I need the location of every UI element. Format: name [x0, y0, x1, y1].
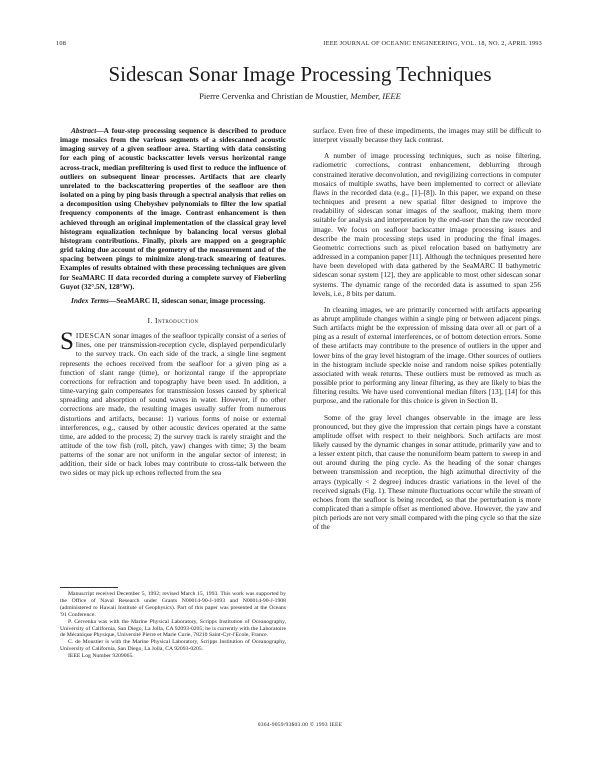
- introduction-paragraph: [60, 328, 286, 478]
- footnotes: [60, 591, 286, 660]
- abstract-text: A four-step processing sequence is described to produce image mosaics from the various segments of a sidescanned acoustic imaging survey of a given seafloor area. Starting with data consisting for each ping of acoustic backscatter levels versus horizontal range across-track, median prefiltering is used first to reduce the influence of outliers on subsequent linear processes. Artifacts that are clearly unrelated to the backscattering properties of the seafloor are then isolated on a ping by ping basis through a spectral analysis that relies on a decomposition using Chebyshev polynomials to filter the low spatial frequency components of the image. Contrast enhancement is then achieved through an original implementation of the classical gray level histogram equalization technique by balancing local versus global histogram contributions. Finally, pixels are mapped on a geographic grid taking due account of the geometry of the measurement and of the spacing between pings to minimize along-track smearing of features. Examples of results obtained with these processing techniques are given for SeaMARC II data recorded during a complete survey of Fieberling Guyot (32°.5N, 128°W).: [60, 126, 286, 291]
- section-heading-introduction: I. Introduction: [147, 315, 199, 325]
- author-membership: Member, IEEE: [350, 91, 401, 101]
- footnote-author-2: C. de Moustier is with the Marine Physical Laboratory, Scripps Institution of Oceanography, University of California, San Diego, La Jolla, CA 92093-0205.: [60, 639, 286, 653]
- body-paragraph-4: Some of the gray level changes observable in the image are less pronounced, but they give the impression that certain pings have a constant amplitude offset with respect to their neighbors. Such artifacts are most likely caused by the dynamic changes in sonar attitude, primarily yaw and to a lesser extent pitch, that cause the nonuniform beam pattern to sweep in and out around during the ping cycle. As the heading of the sonar changes between transmission and reception, the high azimuthal directivity of the arrays (typically < 2 degree) induces drastic variations in the level of the received signals (Fig. 1). These minute fluctuations occur while the stream of echoes from the seafloor is being recorded, so that the perturbation is more complicated than a simple offset as mentioned above. However, the yaw and pitch periods are not very small compared with the ping cycle so that the size of the: [313, 412, 541, 532]
- body-paragraph-1: surface. Even free of these impediments, the images may still be difficult to interpret visually because they lack contrast.: [313, 126, 541, 145]
- right-column: [313, 126, 541, 532]
- abstract: [60, 126, 286, 291]
- intro-text: sonar images of the seafloor typically consist of a series of lines, one per transmission-reception cycle, displayed perpendicularly to the survey track. On each side of the track, a single line segment represents the echoes received from the seafloor for a given ping as a function of slant range (time), or horizontal range if the appropriate corrections for refraction and topography have been used. In addition, a time-varying gain compensates for transmission losses caused by spherical spreading and absorption of sound waves in water. However, if no other corrections are made, the resulting images usually suffer from numerous distortions and artifacts, because: 1) various forms of noise or external interferences, e.g., caused by other acoustic devices operated at the same time, are added to the process; 2) the survey track is rarely straight and the attitude of the tow fish (roll, pitch, yaw) changes with time; 3) the beam patterns of the sonar are not uniform in the angular sector of interest; in addition, their side or back lobes may contribute to cross-talk between the two sides or may pick up echoes reflected from the sea: [60, 331, 286, 478]
- copyright-footer: 0364-9059/93$03.00 © 1993 IEEE: [257, 722, 343, 728]
- left-column: [60, 126, 286, 478]
- index-terms: [60, 296, 286, 305]
- paper-title: Sidescan Sonar Image Processing Techniques: [108, 62, 492, 86]
- footnote-manuscript: Manuscript received December 5, 1992; revised March 15, 1993. This work was supported by the Office of Naval Research under Grants N00014-90-J-1093 and N00014-90-J-1908 (administered to Hawaii Institute of Geophysics). Part of this paper was presented at the Oceans '91 Conference.: [60, 591, 286, 618]
- page-number: 108: [56, 40, 67, 47]
- abstract-label: Abstract—: [71, 126, 104, 135]
- authors-line: [0, 91, 600, 101]
- body-paragraph-2: A number of image processing techniques, such as noise filtering, radiometric corrections, contrast enhancement, deblurring through constrained iterative deconvolution, and revigilizing corrections in computer mosaics of multiple swaths, have been implemented to correct or alleviate flaws in the recorded data (e.g., [1]–[8]). In this paper, we expand on these techniques and present a new spatial filter designed to improve the readability of sidescan sonar images of the seafloor, making them more suitable for analysis and interpretation by the end-user than the raw recorded image. We focus on seafloor backscatter image processing issues and describe the main processing steps used in producing the final images. Geometric corrections such as pixel relocation based on bathymetry are addressed in a companion paper [11]. Although the techniques presented here have been developed with data gathered by the SeaMARC II bathymetric sidescan sonar system [12], they are applicable to most other sidescan sonar systems. The dynamic range of the recorded data is assumed to span 256 levels, i.e., 8 bits per datum.: [313, 151, 541, 298]
- index-terms-label: Index Terms—: [71, 295, 117, 305]
- running-header: [56, 40, 542, 52]
- drop-cap: S: [60, 328, 74, 356]
- index-terms-text: SeaMARC II, sidescan sonar, image processing.: [116, 295, 266, 305]
- footnote-author-1: P. Cervenka was with the Marine Physical Laboratory, Scripps Institution of Oceanography, University of California, San Diego, La Jolla, CA 92093-0205; he is currently with the Laboratoire de Mécanique Physique, Université Pierre et Marie Curie, 78210 Saint-Cyr-l'Ecole, France.: [60, 618, 286, 639]
- author-names: Pierre Cervenka and Christian de Moustier,: [199, 91, 349, 101]
- body-paragraph-3: In cleaning images, we are primarily concerned with artifacts appearing as abrupt amplitude changes within a single ping or between adjacent pings. Such artifacts might be the expression of missing data over all or part of a ping as a result of external interferences, or of bottom detection errors. Some of these artifacts may contribute to the presence of outliers in the upper and lower bins of the gray level histogram of the image. Other sources of outliers in the histogram include speckle noise and random noise spikes potentially associated with weak returns. These outliers must be removed as much as possible prior to performing any linear filtering, as they are likely to bias the filtering results. We have used conventional median filters [13], [14] for this purpose, and the rationale for this choice is given in Section II.: [313, 304, 541, 406]
- footnote-rule: [60, 587, 118, 588]
- footnote-log-number: IEEE Log Number 9209065.: [68, 653, 134, 660]
- journal-header: IEEE JOURNAL OF OCEANIC ENGINEERING, VOL. 18, NO. 2, APRIL 1993: [323, 40, 542, 47]
- intro-lead-word: IDESCAN: [75, 331, 112, 341]
